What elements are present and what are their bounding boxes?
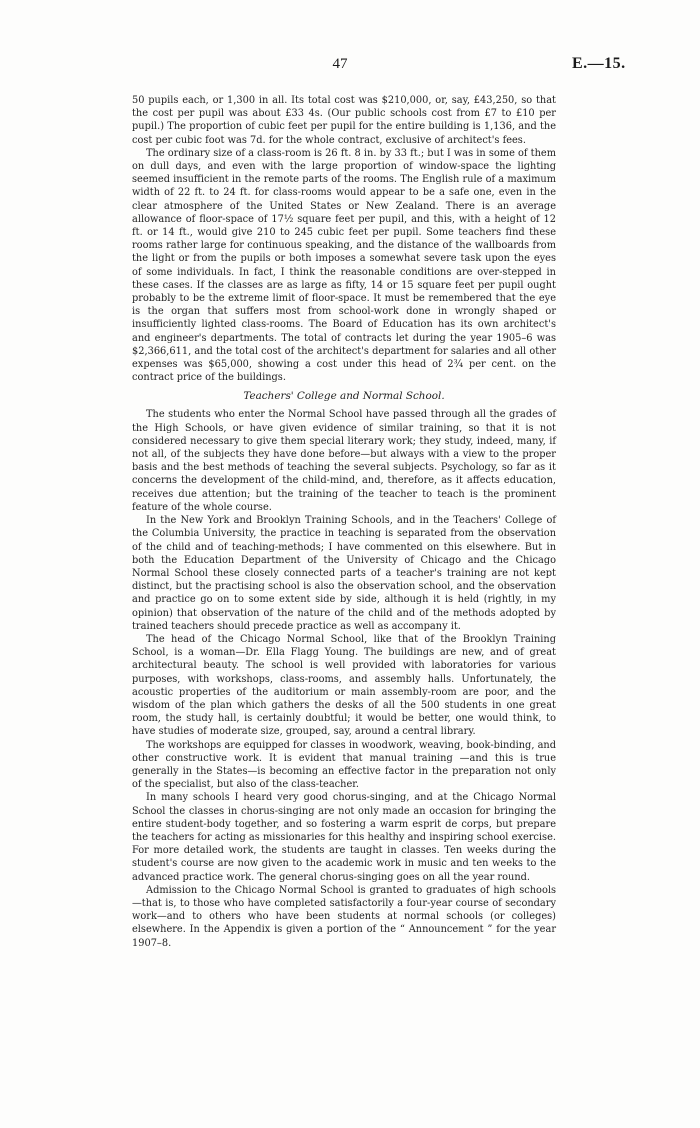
document-body [132, 94, 556, 950]
section-heading: Teachers' College and Normal School. [243, 390, 445, 403]
document-reference: E.—15. [572, 55, 626, 72]
paragraph: 50 pupils each, or 1,300 in all. Its total cost was $210,000, or, say, £43,250, so that the cost per pupil was about £33 4s. (Our public schools cost from £7 to £10 per pupil.) The proportion of cubic feet per pupil for the entire building is 1,136, and the cost per cubic foot was 7d. for the whole contract, exclusive of architect's fees. [132, 95, 556, 146]
paragraph: The head of the Chicago Normal School, like that of the Brooklyn Training School, is a woman—Dr. Ella Flagg Young. The buildings are new, and of great architectural beauty. The school is well provided with laboratories for various purposes, with workshops, class-rooms, and assembly halls. Unfortunately, the acoustic properties of the auditorium or main assembly-room are poor, and the wisdom of the plan which gathers the desks of all the 500 students in one great room, the study hall, is certainly doubtful; it would be better, one would think, to have studies of moderate size, grouped, say, around a central library. [132, 633, 556, 738]
paragraph: In many schools I heard very good chorus-singing, and at the Chicago Normal School the classes in chorus-singing are not only made an occasion for bringing the entire student-body together, and so fostering a warm esprit de corps, but prepare the teachers for acting as missionaries for this healthy and inspiring school exercise. For more detailed work, the students are taught in classes. Ten weeks during the student's course are now given to the academic work in music and ten weeks to the advanced practice work. The general chorus-singing goes on all the year round. [132, 792, 556, 883]
paragraph: The ordinary size of a class-room is 26 ft. 8 in. by 33 ft.; but I was in some of them on dull days, and even with the large proportion of window-space the lighting seemed insufficient in the remote parts of the rooms. The English rule of a maximum width of 22 ft. to 24 ft. for class-rooms would appear to be a safe one, even in the clear atmosphere of the United States or New Zealand. There is an average allowance of floor-space of 17½ square feet per pupil, and this, with a height of 12 ft. or 14 ft., would give 210 to 245 cubic feet per pupil. Some teachers find these rooms rather large for continuous speaking, and the distance of the wallboards from the light or from the pupils or both imposes a somewhat severe task upon the eyes of some individuals. In fact, I think the reasonable conditions are over-stepped in these cases. If the classes are as large as fifty, 14 or 15 square feet per pupil ought probably to be the extreme limit of floor-space. It must be remembered that the eye is the organ that suffers most from school-work done in wrongly shaped or insufficiently lighted class-rooms. The Board of Education has its own architect's and engineer's departments. The total of contracts let during the year 1905–6 was $2,366,611, and the total cost of the architect's department for salaries and all other expenses was $65,000, showing a cost under this head of 2¾ per cent. on the contract price of the buildings. [132, 147, 556, 384]
paragraph: In the New York and Brooklyn Training Schools, and in the Teachers' College of the Columbia University, the practice in teaching is separated from the observation of the child and of teaching-methods; I have commented on this elsewhere. But in both the Education Department of the University of Chicago and the Chicago Normal School these closely connected parts of a teacher's training are not kept distinct, but the practising school is also the observation school, and the observation and practice go on to some extent side by side, although it is held (rightly, in my opinion) that observation of the nature of the child and of the methods adopted by trained teachers should precede practice as well as accompany it. [132, 515, 556, 632]
paragraph: Admission to the Chicago Normal School is granted to graduates of high schools—that is, to those who have completed satisfactorily a four-year course of secondary work—and to others who have been students at normal schools (or colleges) elsewhere. In the Appendix is given a portion of the “ Announcement ” for the year 1907–8. [132, 884, 556, 949]
page-number: 47 [332, 56, 348, 72]
paragraph: The workshops are equipped for classes in woodwork, weaving, book-binding, and other constructive work. It is evident that manual training —and this is true generally in the States—is becoming an effective factor in the preparation not only of the specialist, but also of the class-teacher. [132, 739, 556, 791]
paragraph: The students who enter the Normal School have passed through all the grades of the High Schools, or have given evidence of similar training, so that it is not considered necessary to give them special literary work; they study, indeed, many, if not all, of the subjects they have done before—but always with a view to the proper basis and the best methods of teaching the several subjects. Psychology, so far as it concerns the development of the child-mind, and, therefore, as it affects education, receives due attention; but the training of the teacher to teach is the prominent feature of the whole course. [132, 409, 556, 513]
